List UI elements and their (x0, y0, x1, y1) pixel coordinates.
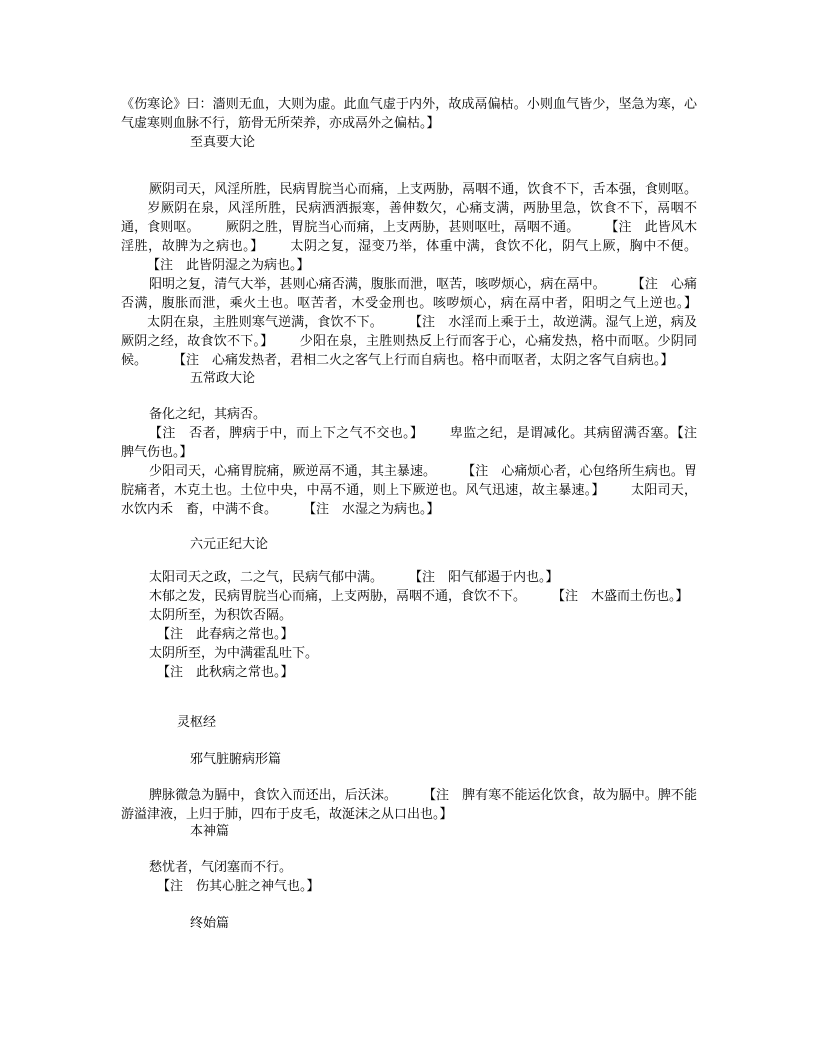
paragraph: 太阳司天之政，二之气，民病气郁中满。 【注 阳气郁遏于内也。】 (149, 570, 559, 585)
intro-block (121, 95, 697, 133)
paragraph: 太阴所至，为积饮否隔。 (149, 608, 293, 623)
intro-paragraph: 《伤寒论》曰：濇则无血，大则为虚。此血气虚于内外，故成鬲偏枯。小则血气皆少，坚急为寒，心气虚寒则血脉不行，筋骨无所荣养，亦成鬲外之偏枯。】 (121, 97, 697, 131)
paragraph: 【注 伤其心脏之神气也。】 (157, 879, 320, 894)
section-title-zhongshi: 终始篇 (190, 916, 230, 931)
paragraph: 木郁之发，民病胃脘当心而痛，上支两胁，鬲咽不通，食饮不下。 【注 木盛而土伤也。】 (149, 589, 689, 604)
section-wuchangzheng-body (121, 405, 710, 519)
section-xieqi-body (121, 786, 697, 824)
paragraph: 脾脉微急为膈中，食饮入而还出，后沃沫。 【注 脾有寒不能运化饮食，故为膈中。脾不能游溢津液，上归于肺，四布于皮毛，故涎沫之从口出也。】 (121, 788, 697, 822)
paragraph: 【注 此秋病之常也。】 (157, 665, 294, 680)
paragraph: 太阴所至，为中满霍乱吐下。 (149, 646, 319, 661)
section-title-liuyuanzhengji: 六元正纪大论 (190, 537, 269, 552)
paragraph: 阳明之复，清气大举，甚则心痛否满，腹胀而泄，呕苦，咳哕烦心，病在鬲中。 【注 心痛否满，腹胀而泄，乘火土也。呕苦者，木受金刑也。咳哕烦心，病在鬲中者，阳明之气上逆也。】太阴在泉，主胜则寒气逆满，食饮不下。 【注 水淫而上乘于土，故逆满。湿气上逆，病及厥阴之经，故食饮不下。】 少阳在泉，主胜则热反上行而客于心，心痛发热，格中而呕。少阴同候。 【注 心痛发热者，君相二火之客气上行而自病也。格中而呕者，太阴之客气自病也。】 (121, 277, 697, 368)
section-zhizhenyao-body (121, 180, 697, 370)
section-title-wuchangzheng: 五常政大论 (190, 371, 256, 386)
paragraph: 备化之纪，其病否。 (149, 407, 267, 422)
paragraph: 【注 否者，脾病于中，而上下之气不交也。】 卑监之纪，是谓减化。其病留满否塞。【注 脾气伤也。】 (121, 426, 710, 460)
section-title-zhizhenyao: 至真要大论 (190, 135, 256, 150)
section-title-benshen: 本神篇 (190, 824, 230, 839)
section-title-xieqi: 邪气脏腑病形篇 (190, 752, 282, 767)
paragraph: 少阳司天，心痛胃脘痛，厥逆鬲不通，其主暴速。 【注 心痛烦心者，心包络所生病也。胃脘痛者，木克土也。土位中央，中鬲不通，则上下厥逆也。风气迅速，故主暴速。】 太阳司天，水饮内禾 畜，中满不食。 【注 水湿之为病也。】 (121, 464, 697, 517)
book-title-lingshujing: 灵枢经 (177, 715, 217, 730)
paragraph: 愁忧者，气闭塞而不行。 (149, 860, 293, 875)
section-benshen-body (121, 858, 697, 896)
paragraph: 厥阴司天，风淫所胜，民病胃脘当心而痛，上支两胁，鬲咽不通，饮食不下，舌本强，食则呕。岁厥阴在泉，风淫所胜，民病洒洒振寒，善伸数欠，心痛支满，两胁里急，饮食不下，鬲咽不通，食则呕。 厥阴之胜，胃脘当心而痛，上支两胁，甚则呕吐，鬲咽不通。 【注 此皆风木淫胜，故脾为之病也。】 太阴之复，湿变乃举，体重中满，食饮不化，阴气上厥，胸中不便。【注 此皆阴湿之为病也。】 (121, 182, 697, 273)
paragraph: 【注 此春病之常也。】 (157, 627, 294, 642)
section-liuyuanzhengji-body (121, 568, 697, 682)
